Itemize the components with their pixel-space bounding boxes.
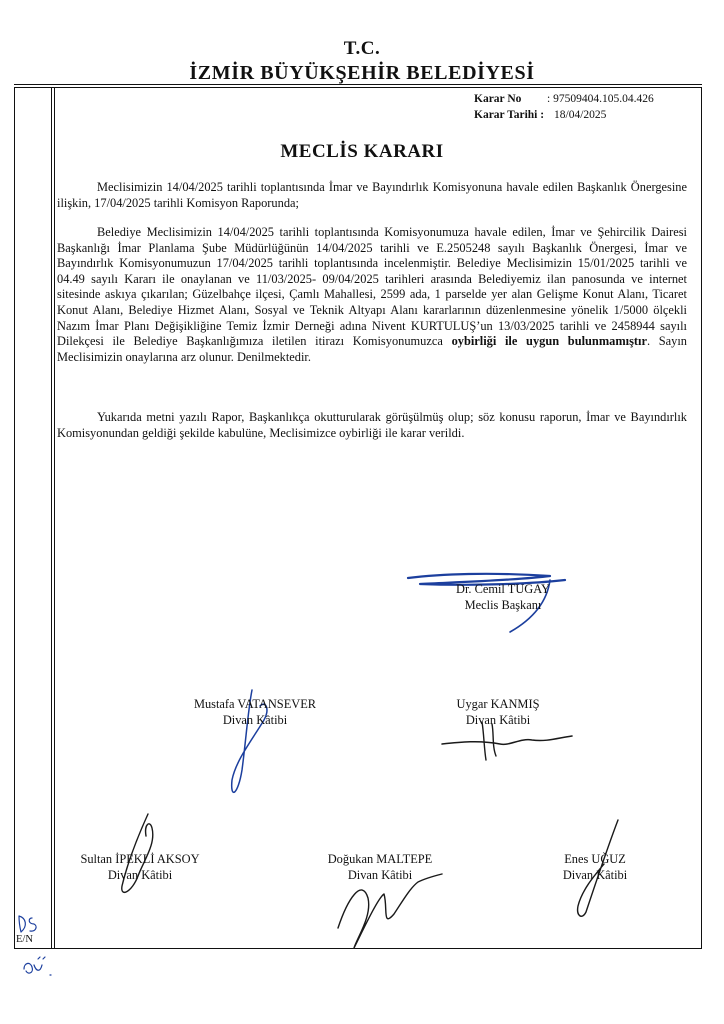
signature-sultan: [60, 852, 220, 883]
paragraph-intro: [57, 180, 687, 211]
enes-name: Enes UĞUZ: [564, 852, 626, 866]
dogukan-name: Doğukan MALTEPE: [327, 852, 433, 866]
margin-rule: [51, 87, 52, 949]
signature-chair: [438, 582, 568, 613]
paragraph-report-text: Belediye Meclisimizin 14/04/2025 tarihli toplantısında Komisyonumuza havale edilen, İmar ve Şehircilik Dairesi Başkanlığı İmar Planlama Şube Müdürlüğünün 14/04/2025 tarihli ve E.2505248 sayılı Başkanlık Önergesi, İmar ve Bayındırlık Komisyonumuzun 17/04/2025 tarihli toplantısında incelenmiştir. Belediye Meclisimizin 15/01/2025 tarihli ve 04.49 sayılı Kararı ile onaylanan ve 11/03/2025- 09/04/2025 tarihleri arasında Belediyemiz ilan panosunda ve internet sitesinde askıya çıkarılan; Güzelbahçe ilçesi, Çamlı Mahallesi, 2599 ada, 1 parselde yer alan Gelişme Konut Alanı, Ticaret Konut Alanı, Belediye Hizmet Alanı, Sosyal ve Teknik Altyapı Alanı kararlarının düzenlenmesine yönelik 1/5000 ölçekli Nazım İmar Planı Değişikliğine Temiz İzmir Derneği adına Nivent KURTULUŞ’un 13/03/2025 tarihli ve 2458944 sayılı Dilekçesi ile Belediye Başkanlığımıza iletilen itirazı Komisyonumuzca: [57, 225, 687, 349]
karar-tarihi-label: Karar Tarihi :: [474, 109, 545, 121]
signature-enes: [540, 852, 650, 883]
chair-name: Dr. Cemil TUGAY: [456, 582, 550, 596]
sultan-role: Divan Kâtibi: [107, 867, 173, 882]
paragraph-report-tail: . Sayın Meclisimizin onaylarına arz olunur. Denilmektedir.: [57, 334, 688, 364]
header-tc: T.C.: [343, 38, 381, 59]
chair-role: Meclis Başkanı: [464, 597, 542, 612]
dogukan-role: Divan Kâtibi: [347, 867, 413, 882]
uygar-role: Divan Kâtibi: [465, 712, 531, 727]
header-rule: [14, 84, 702, 85]
signature-uygar: [433, 697, 563, 728]
paragraph-report-decision: oybirliği ile uygun bulunmamıştır: [451, 334, 647, 349]
uygar-name: Uygar KANMIŞ: [456, 697, 540, 711]
mustafa-role: Divan Kâtibi: [222, 712, 288, 727]
karar-no-value: : 97509404.105.04.426: [547, 93, 654, 105]
header-municipality: İZMİR BÜYÜKŞEHİR BELEDİYESİ: [189, 62, 535, 84]
karar-tarihi: [474, 109, 606, 121]
paragraph-report: [57, 225, 687, 365]
margin-rule-2: [54, 87, 55, 949]
document-title: MECLİS KARARI: [280, 141, 444, 162]
margin-initials-bottom: [20, 955, 54, 979]
signature-mustafa: [170, 697, 340, 728]
signature-dogukan: [305, 852, 455, 883]
margin-initials: [16, 912, 46, 934]
mustafa-name: Mustafa VATANSEVER: [193, 697, 317, 711]
paragraph-decision-text: Yukarıda metni yazılı Rapor, Başkanlıkça okutturularak görüşülmüş olup; söz konusu raporun, İmar ve Bayındırlık Komisyonundan geldiği şekilde kabulüne, Meclisimizce oybirliği ile karar verildi.: [57, 410, 687, 440]
enes-role: Divan Kâtibi: [562, 867, 628, 882]
margin-note: E/N: [16, 934, 33, 945]
sultan-name: Sultan İPEKLİ AKSOY: [80, 852, 200, 866]
karar-no: [474, 93, 654, 105]
karar-no-label: Karar No: [474, 93, 522, 105]
paragraph-decision: [57, 410, 687, 441]
karar-tarihi-value: 18/04/2025: [554, 109, 607, 121]
paragraph-intro-text: Meclisimizin 14/04/2025 tarihli toplantısında İmar ve Bayındırlık Komisyonuna havale edilen Başkanlık Önergesine ilişkin, 17/04/2025 tarihli Komisyon Raporunda;: [57, 180, 687, 210]
